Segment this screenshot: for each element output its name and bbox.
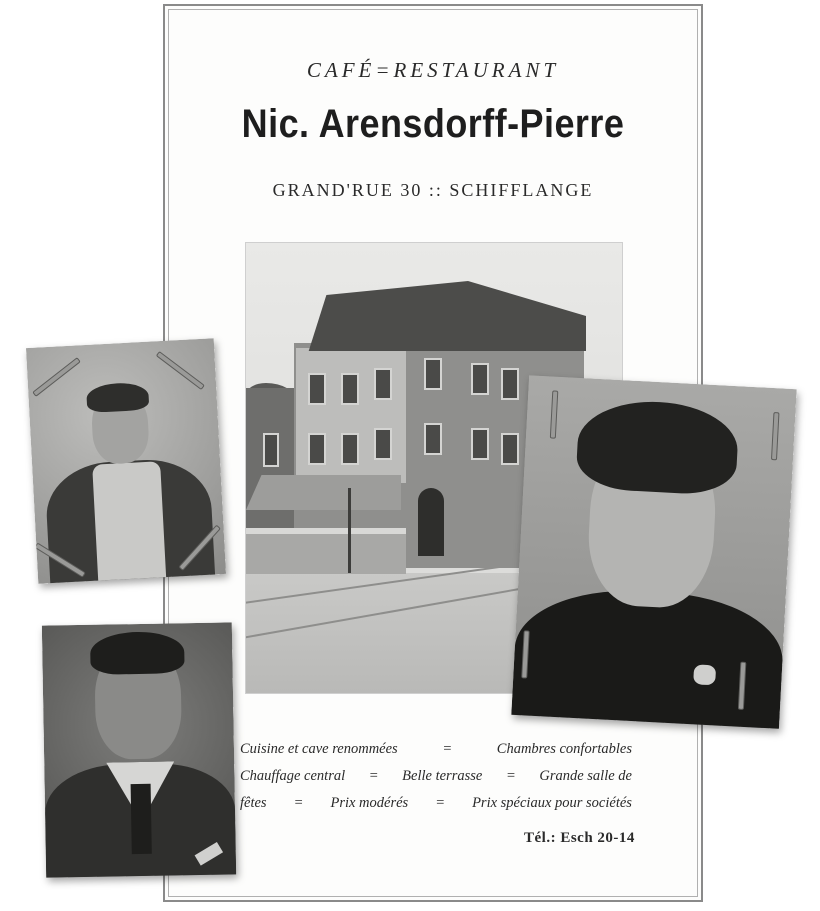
- window: [341, 433, 359, 465]
- portrait-woman: [511, 375, 796, 729]
- feature-item: Belle terrasse: [402, 768, 483, 784]
- terrace-awning: [246, 475, 401, 510]
- window: [424, 423, 442, 455]
- separator: =: [368, 768, 379, 784]
- separator: =: [435, 795, 446, 811]
- portrait-older-man: [26, 338, 226, 584]
- tie: [131, 784, 152, 854]
- restaurant-name-title: Nic. Arensdorff-Pierre: [241, 102, 625, 146]
- waistcoat: [92, 461, 166, 584]
- feature-item: Cuisine et cave renommées: [240, 741, 398, 757]
- brooch: [693, 664, 716, 685]
- window: [501, 368, 519, 400]
- address-line: GRAND'RUE 30 :: SCHIFFLANGE: [272, 180, 594, 200]
- street-lamp: [348, 488, 351, 573]
- feature-item: fêtes: [240, 795, 267, 811]
- portrait-younger-man: [42, 622, 236, 877]
- window: [374, 368, 392, 400]
- features-line-1: [240, 736, 632, 763]
- window: [501, 433, 519, 465]
- feature-item: Grande salle de: [539, 768, 632, 784]
- feature-item: Prix spéciaux pour sociétés: [472, 795, 632, 811]
- features-line-3: [240, 790, 632, 817]
- window: [374, 428, 392, 460]
- kicker-heading: CAFÉ=RESTAURANT: [306, 58, 560, 82]
- window: [471, 363, 489, 395]
- separator: =: [505, 768, 516, 784]
- window: [308, 433, 326, 465]
- features-line-2: [240, 763, 632, 790]
- feature-item: Chambres confortables: [496, 741, 632, 757]
- window: [471, 428, 489, 460]
- window: [341, 373, 359, 405]
- feature-item: Chauffage central: [240, 768, 346, 784]
- phone-number: Tél.: Esch 20-14: [524, 830, 635, 846]
- features-text: [240, 736, 632, 817]
- separator: =: [293, 795, 304, 811]
- window: [308, 373, 326, 405]
- feature-item: Prix modérés: [330, 795, 409, 811]
- hair: [90, 631, 185, 675]
- separator: =: [442, 741, 453, 757]
- terrace: [246, 528, 406, 574]
- window: [424, 358, 442, 390]
- window: [263, 433, 279, 467]
- entrance-door: [418, 488, 444, 556]
